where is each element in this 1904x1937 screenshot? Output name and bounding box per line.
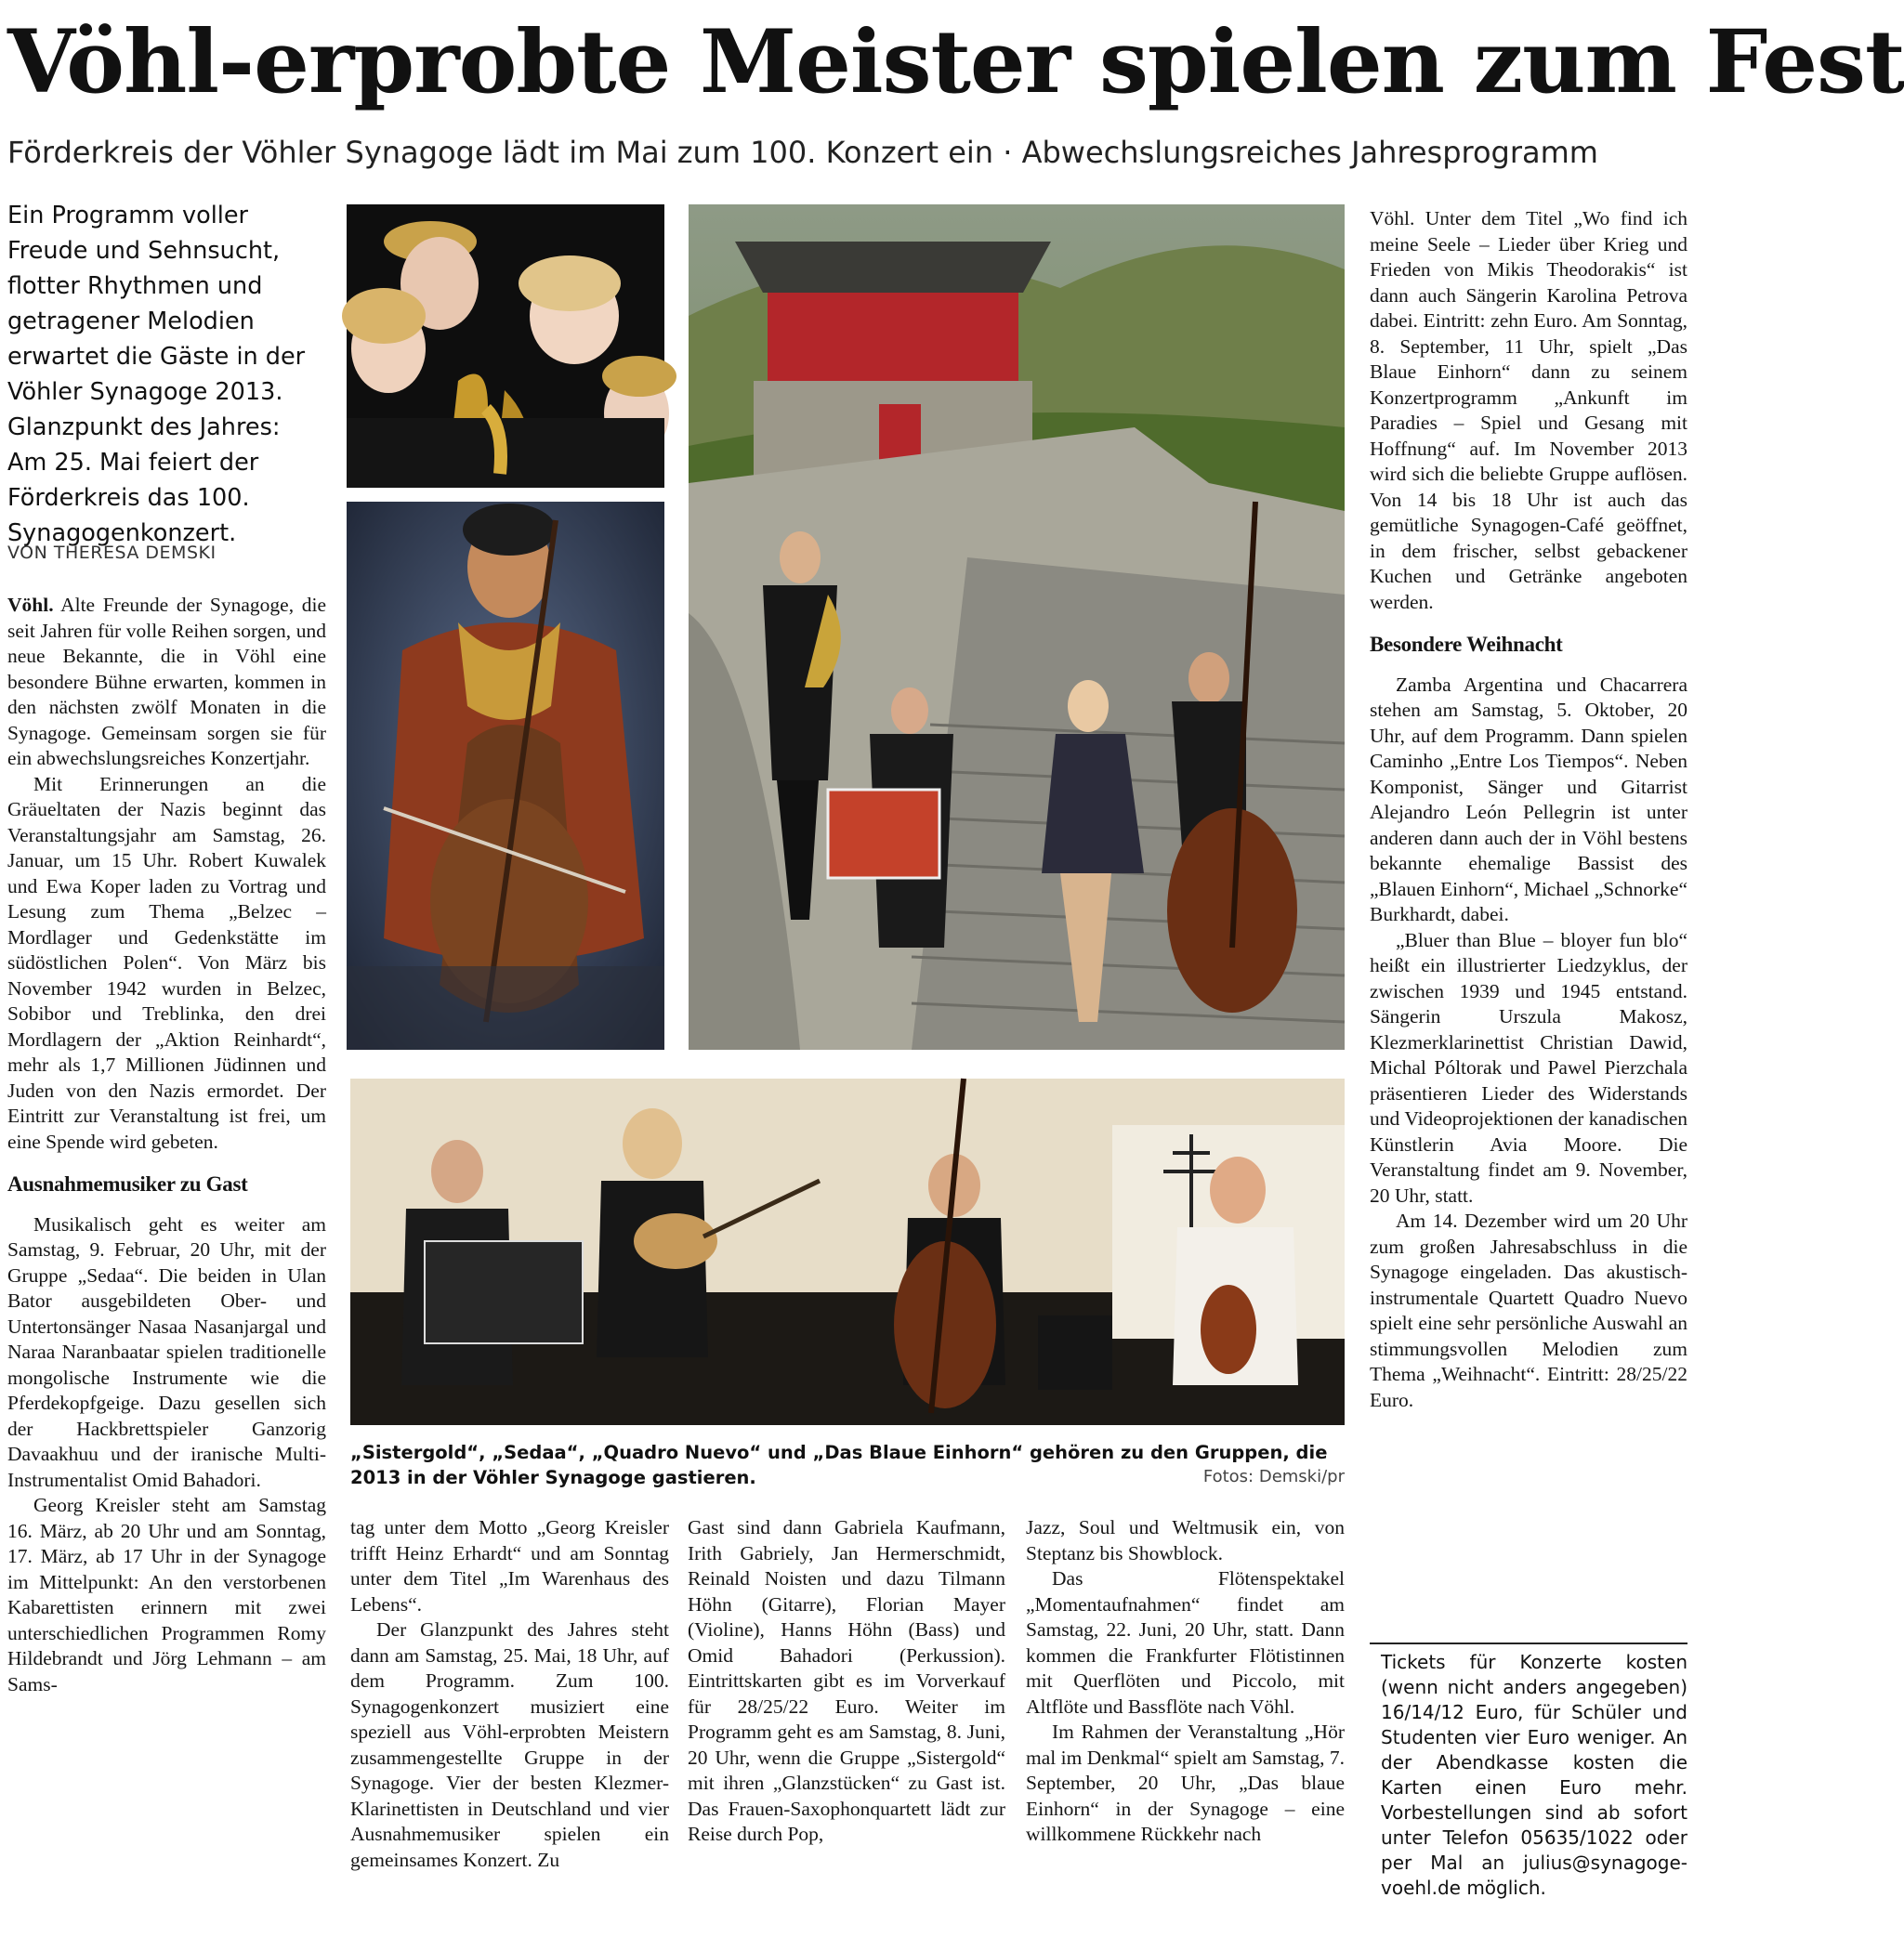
column-5 bbox=[1370, 206, 1687, 1413]
col3-paragraph-1: Gast sind dann Gabriela Kaufmann, Irith Gabriely, Jan Hermerschmidt, Reinald Noisten und dazu Tilmann Höhn (Gitarre), Florian Mayer (Violine), Hanns Höhn (Bass) und Omid Bahadori (Perkussion). Eintrittskarten gibt es im Vorverkauf für 28/25/22 Euro. Weiter im Programm geht es am Samstag, 8. Juni, 20 Uhr, wenn die Gruppe „Sistergold“ mit ihren „Glanzstücken“ zu Gast ist. Das Frauen-Saxophonquartett lädt zur Reise durch Pop, bbox=[688, 1516, 1005, 1845]
photo-sedaa bbox=[347, 502, 664, 1050]
photo-sistergold-graphic bbox=[347, 204, 664, 488]
col4-paragraph-2: Das Flötenspektakel „Momentaufnahmen“ findet am Samstag, 22. Juni, 20 Uhr, statt. Dann kommen die Frankfurter Flötistinnen mit Querflöten und Piccolo, mit Altflöte und Bassflöte nach Vöhl. bbox=[1026, 1567, 1345, 1718]
photo-credit: Fotos: Demski/pr bbox=[1202, 1467, 1345, 1486]
col5-paragraph-2: Zamba Argentina und Chacarrera stehen am Samstag, 5. Oktober, 20 Uhr, auf dem Programm. Dann spielen Caminho „Entre Los Tiempos“. Neben Komponist, Sänger und Gitarrist Alejandro León Pellegrin ist unter anderen dann auch der in Vöhl bestens bekannte ehemalige Bassist des „Blauen Einhorn“, Michael „Schnorke“ Burkhardt, dabei. bbox=[1370, 673, 1687, 925]
ticket-infobox: Tickets für Konzerte kosten (wenn nicht anders angegeben) 16/14/12 Euro, für Schüler und Studenten vier Euro weniger. An der Abendkasse kosten die Karten einen Euro mehr. Vorbestellungen sind ab sofort unter Telefon 05635/1022 oder per Mal an julius@synagoge-voehl.de möglich. bbox=[1370, 1643, 1687, 1901]
col4-paragraph-3: Im Rahmen der Veranstaltung „Hör mal im Denkmal“ spielt am Samstag, 7. September, 20 Uhr, „Das blaue Einhorn“ in der Synagoge – eine willkommene Rückkehr nach bbox=[1026, 1721, 1345, 1845]
column-2 bbox=[350, 1515, 669, 1873]
column-4 bbox=[1026, 1515, 1345, 1848]
col1-paragraph-4: Georg Kreisler steht am Samstag 16. März, ab 20 Uhr und am Sonntag, 17. März, ab 17 Uhr in der Synagoge im Mittelpunkt: An den verstorbenen Kabarettisten erinnern mit zwei unterschiedlichen Programmen Romy Hildebrandt und Jörg Lehmann – am Sams- bbox=[7, 1494, 326, 1695]
photo-quadro-nuevo bbox=[350, 1079, 1345, 1425]
subheadline: Förderkreis der Vöhler Synagoge lädt im Mai zum 100. Konzert ein · Abwechslungsreiches Jahresprogramm bbox=[7, 135, 1598, 170]
col5-paragraph-4: Am 14. Dezember wird um 20 Uhr zum großen Jahresabschluss in die Synagoge eingeladen. Das akustisch-instrumentale Quartett Quadro Nuevo spielt eine sehr persönliche Auswahl an stimmungsvollen Melodien zum Thema „Weihnacht“. Eintritt: 28/25/22 Euro. bbox=[1370, 1210, 1687, 1411]
headline: Vöhl-erprobte Meister spielen zum Fest bbox=[7, 11, 1904, 113]
col5-paragraph-3: „Bluer than Blue – bloyer fun blo“ heißt ein illustrierter Liedzyklus, der zwischen 1939 und 1945 entstand. Sängerin Urszula Makosz, Klezmerklarinettist Christian Dawid, Michal Póltorak und Pawel Pierzchala präsentieren Lieder des Widerstands und Videoprojektionen der kanadischen Künstlerin Avia Moore. Die Veranstaltung findet am 9. November, 20 Uhr, statt. bbox=[1370, 928, 1687, 1207]
col2-paragraph-1: tag unter dem Motto „Georg Kreisler trifft Heinz Erhardt“ und am Sonntag unter dem Titel „Im Warenhaus des Lebens“. bbox=[350, 1516, 669, 1616]
subheading-besondere-weihnacht: Besondere Weihnacht bbox=[1370, 633, 1563, 656]
col4-paragraph-1: Jazz, Soul und Weltmusik ein, von Steptanz bis Showblock. bbox=[1026, 1516, 1345, 1564]
col2-paragraph-2: Der Glanzpunkt des Jahres steht dann am Samstag, 25. Mai, 18 Uhr, auf dem Programm. Zum 100. Synagogenkonzert musiziert eine speziell aus Vöhl-erprobten Meistern zusammengestellte Gruppe in der Synagoge. Vier der besten Klezmer-Klarinettisten in Deutschland und vier Ausnahmemusiker spielen ein gemeinsames Konzert. Zu bbox=[350, 1618, 669, 1871]
column-3 bbox=[688, 1515, 1005, 1848]
photo-blaue-einhorn bbox=[689, 204, 1345, 1050]
photo-sistergold bbox=[347, 204, 664, 488]
byline: VON THERESA DEMSKI bbox=[7, 543, 217, 563]
col1-p1-text: Alte Freunde der Synagoge, die seit Jahren für volle Reihen sorgen, und neue Bekannte, die in Vöhl eine besondere Bühne erwarten, kommen in den nächsten zwölf Monaten in die Synagoge. Gemeinsam sorgen sie für ein abwechslungsreiches Konzertjahr. bbox=[7, 594, 326, 769]
dateline: Vöhl. bbox=[7, 594, 54, 616]
col1-paragraph-1 bbox=[7, 593, 326, 772]
photo-quadro-nuevo-graphic bbox=[350, 1079, 1345, 1425]
subheading-ausnahmemusiker: Ausnahmemusiker zu Gast bbox=[7, 1172, 248, 1196]
photo-sedaa-graphic bbox=[347, 502, 664, 1050]
photo-blaue-einhorn-graphic bbox=[689, 204, 1345, 1050]
column-1 bbox=[7, 593, 326, 1697]
col5-paragraph-1: Vöhl. Unter dem Titel „Wo find ich meine Seele – Lieder über Krieg und Frieden von Mikis Theodorakis“ ist dann auch Sängerin Karolina Petrova dabei. Eintritt: zehn Euro. Am Sonntag, 8. September, 11 Uhr, spielt „Das Blaue Einhorn“ dann zu seinem Konzertprogramm „Ankunft im Paradies – Spiel und Gesang mit Hoffnung“ auf. Im November 2013 wird sich die beliebte Gruppe auflösen. Von 14 bis 18 Uhr ist auch das gemütliche Synagogen-Café geöffnet, in dem frischer, selbst gebackener Kuchen und Getränke angeboten werden. bbox=[1370, 207, 1687, 613]
lead-paragraph: Ein Programm voller Freude und Sehnsucht, flotter Rhythmen und getragener Melodien erwartet die Gäste in der Vöhler Synagoge 2013. Glanzpunkt des Jahres: Am 25. Mai feiert der Förderkreis das 100. Synagogenkonzert. bbox=[7, 202, 306, 547]
photo-caption: „Sistergold“, „Sedaa“, „Quadro Nuevo“ und „Das Blaue Einhorn“ gehören zu den Gruppen, die 2013 in der Vöhler Synagoge gastieren. bbox=[350, 1442, 1328, 1488]
col1-paragraph-3: Musikalisch geht es weiter am Samstag, 9. Februar, 20 Uhr, mit der Gruppe „Sedaa“. Die beiden in Ulan Bator ausgebildeten Ober- und Untertonsänger Nasaa Nasanjargal und Naraa Naranbaatar spielen traditionelle mongolische Instrumente wie die Pferdekopfgeige. Dazu gesellen sich der Hackbrettspieler Ganzorig Davaakhuu und der iranische Multi-Instrumentalist Omid Bahadori. bbox=[7, 1212, 326, 1491]
col1-paragraph-2: Mit Erinnerungen an die Gräueltaten der Nazis beginnt das Veranstaltungsjahr am Samstag, 26. Januar, um 15 Uhr. Robert Kuwalek und Ewa Koper laden zu Vortrag und Lesung zum Thema „Belzec – Mordlager und Gedenkstätte im südöstlichen Polen“. Von März bis November 1942 wurden in Belzec, Sobibor und Treblinka, den drei Mordlagern der „Aktion Reinhardt“, mehr als 1,7 Millionen Jüdinnen und Juden von den Nazis ermordet. Der Eintritt zur Veranstaltung ist frei, um eine Spende wird gebeten. bbox=[7, 772, 326, 1153]
